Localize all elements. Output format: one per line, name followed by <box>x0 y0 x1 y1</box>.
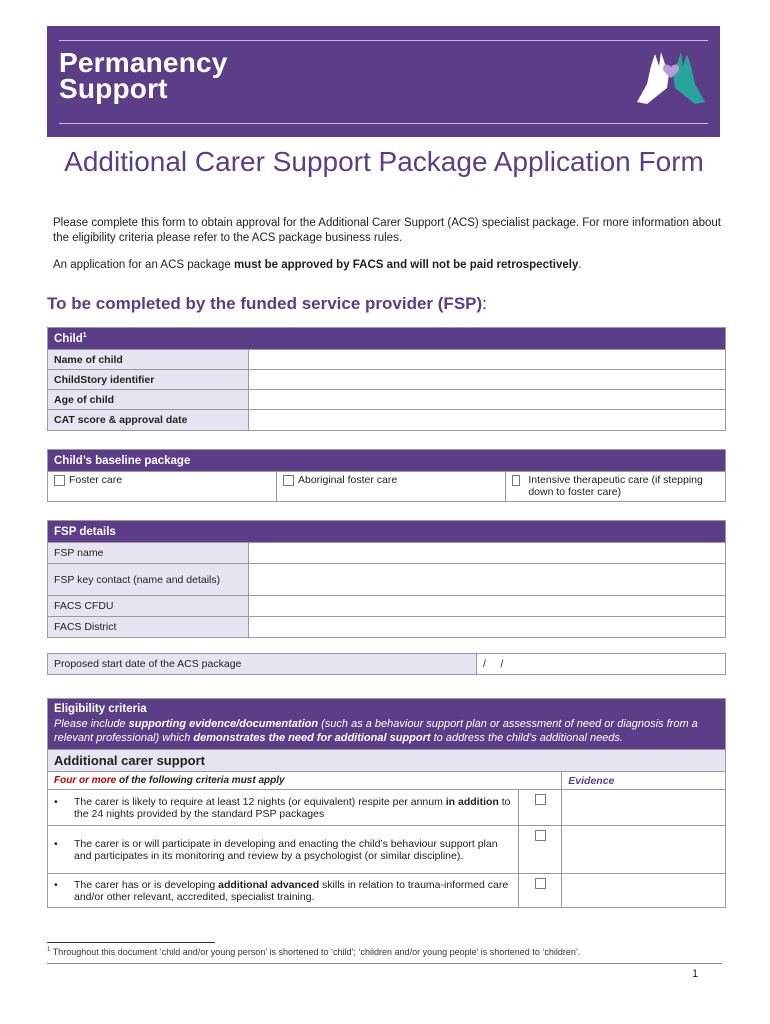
option-aboriginal-foster-care[interactable] <box>277 472 506 502</box>
intro-paragraph: Please complete this form to obtain approval for the Additional Carer Support (ACS) specialist package. For more information about the eligibility criteria please refer to the ACS package business rules. <box>53 217 721 244</box>
header-banner <box>47 26 720 137</box>
brand-wordmark <box>59 47 228 104</box>
option-foster-care-label: Foster care <box>69 474 123 486</box>
childstory-id-field[interactable] <box>249 370 726 390</box>
fsp-contact-field[interactable] <box>249 564 726 596</box>
fsp-name-label: FSP name <box>48 543 249 564</box>
fsp-contact-label: FSP key contact (name and details) <box>48 564 249 596</box>
baseline-package-table <box>47 449 726 502</box>
notice-emphasis: must be approved by FACS and will not be paid retrospectively <box>233 259 579 271</box>
bullet-icon: • <box>54 795 58 808</box>
criterion-checkbox-cell[interactable] <box>519 874 562 908</box>
banner-bottom-rule <box>59 123 708 124</box>
bullet-icon: • <box>54 837 58 850</box>
facs-district-label: FACS District <box>48 617 249 638</box>
fsp-details-table <box>47 520 726 638</box>
criterion-row <box>48 790 519 826</box>
footnote <box>47 947 580 957</box>
checkbox-icon[interactable] <box>535 878 546 889</box>
additional-carer-support-heading: Additional carer support <box>48 750 726 772</box>
child-name-field[interactable] <box>249 350 726 370</box>
footnote-rule <box>47 942 215 943</box>
criterion-checkbox-cell[interactable] <box>519 790 562 826</box>
criteria-instruction-text: of the following criteria must apply <box>116 775 285 786</box>
section-heading-colon: : <box>482 294 487 313</box>
notice-paragraph <box>53 258 723 273</box>
criterion-text-emphasis: additional advanced <box>218 878 320 891</box>
eligibility-header: Eligibility criteria <box>54 703 147 715</box>
criterion-row <box>48 826 519 874</box>
criterion-text-part: The carer is or will participate in developing and enacting the child’s behaviour support plan and participates in its monitoring and review by a psychologist (or similar discipline). <box>74 837 498 862</box>
section-heading <box>47 294 487 314</box>
child-header-label: Child <box>54 332 83 345</box>
criterion-text <box>74 838 512 862</box>
cat-score-field[interactable] <box>249 410 726 431</box>
option-intensive-label: Intensive therapeutic care (if stepping down to foster care) <box>528 474 703 498</box>
eligibility-desc-part: to address the child’s additional needs. <box>430 732 623 744</box>
facs-cfdu-label: FACS CFDU <box>48 596 249 617</box>
eligibility-table <box>47 698 726 908</box>
bullet-icon: • <box>54 878 58 891</box>
checkbox-icon[interactable] <box>535 794 546 805</box>
page-title: Additional Carer Support Package Application Form <box>64 146 704 177</box>
option-aboriginal-label: Aboriginal foster care <box>298 474 398 486</box>
footnote-marker: 1 <box>82 332 87 340</box>
start-date-label: Proposed start date of the ACS package <box>48 654 477 675</box>
child-name-label: Name of child <box>48 350 249 370</box>
criterion-text-part: skills in relation to trauma-informed care and/or other relevant, accredited, specialist training. <box>74 878 509 903</box>
brand-line-1: Permanency <box>59 47 228 78</box>
page-bottom-rule <box>47 963 722 964</box>
checkbox-icon[interactable] <box>535 830 546 841</box>
notice-end: . <box>578 259 582 271</box>
child-age-field[interactable] <box>249 390 726 410</box>
brand-line-2: Support <box>59 73 168 104</box>
section-heading-text: To be completed by the funded service provider (FSP) <box>47 294 483 313</box>
criterion-text <box>74 879 512 903</box>
eligibility-desc-emphasis: supporting evidence/documentation <box>128 718 319 730</box>
criteria-instruction <box>48 772 562 790</box>
start-date-field[interactable]: / / <box>477 654 726 675</box>
criterion-text <box>74 796 512 820</box>
eligibility-description <box>54 717 719 745</box>
criterion-text-part: to the 24 nights provided by the standard PSP packages <box>74 795 511 820</box>
criterion-evidence-field[interactable] <box>562 826 726 874</box>
fsp-header: FSP details <box>48 521 726 543</box>
criteria-instruction-count: Four or more <box>54 775 117 786</box>
criterion-evidence-field[interactable] <box>562 790 726 826</box>
criterion-text-emphasis: in addition <box>445 795 499 808</box>
notice-text: An application for an ACS package <box>53 259 234 271</box>
cat-score-label: CAT score & approval date <box>48 410 249 431</box>
checkbox-icon[interactable] <box>54 475 65 486</box>
eligibility-desc-emphasis: demonstrates the need for additional support <box>193 732 431 744</box>
facs-cfdu-field[interactable] <box>249 596 726 617</box>
checkbox-icon[interactable] <box>283 475 294 486</box>
baseline-header: Child’s baseline package <box>48 450 726 472</box>
fsp-name-field[interactable] <box>249 543 726 564</box>
eligibility-desc-part: Please include <box>54 718 129 730</box>
evidence-column-header: Evidence <box>562 772 726 790</box>
criterion-row <box>48 874 519 908</box>
page-number: 1 <box>692 968 699 980</box>
option-intensive-therapeutic-care[interactable] <box>506 472 726 502</box>
criterion-evidence-field[interactable] <box>562 874 726 908</box>
childstory-id-label: ChildStory identifier <box>48 370 249 390</box>
child-table <box>47 327 726 431</box>
eligibility-header-cell <box>48 699 726 750</box>
criterion-checkbox-cell[interactable] <box>519 826 562 874</box>
footnote-number: 1 <box>47 947 51 953</box>
child-age-label: Age of child <box>48 390 249 410</box>
hands-heart-logo-icon <box>633 44 709 106</box>
eligibility-desc-part: (such as a behaviour support plan or assessment of need or diagnosis from a relevant professional) which <box>54 718 698 744</box>
criterion-text-part: The carer has or is developing <box>74 878 219 891</box>
banner-top-rule <box>59 40 708 41</box>
footnote-text: Throughout this document ‘child and/or young person’ is shortened to ‘child’; ‘children and/or young people’ is shortened to ‘children’. <box>52 947 581 957</box>
option-foster-care[interactable] <box>48 472 277 502</box>
criterion-text-part: The carer is likely to require at least 12 nights (or equivalent) respite per annum <box>74 795 446 808</box>
facs-district-field[interactable] <box>249 617 726 638</box>
checkbox-icon[interactable] <box>512 475 520 486</box>
start-date-table <box>47 653 726 675</box>
child-table-header <box>48 328 726 350</box>
